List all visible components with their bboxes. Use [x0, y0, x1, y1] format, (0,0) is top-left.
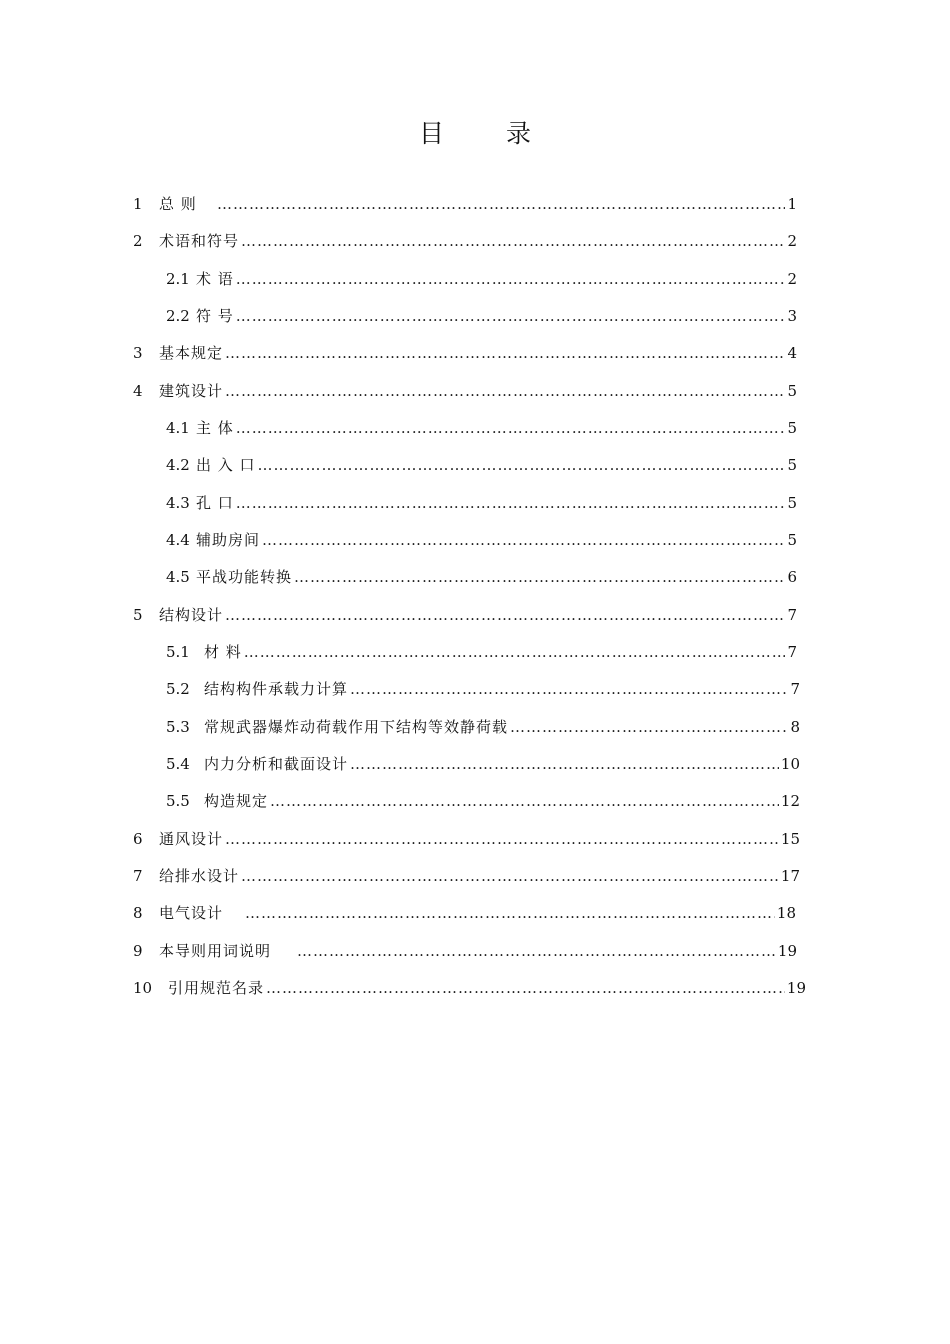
toc-leader-dots [236, 494, 786, 512]
toc-entry-label: 常规武器爆炸动荷载作用下结构等效静荷载 [204, 718, 509, 736]
toc-entry-label: 本导则用词说明 [159, 942, 272, 960]
toc-entry-number: 9 [133, 942, 143, 960]
toc-entry-label: 术 语 [196, 270, 234, 288]
toc-entry-number: 6 [133, 830, 143, 848]
toc-entry-page: 7 [790, 680, 800, 698]
toc-entry-6[interactable] [133, 828, 800, 852]
toc-entry-label: 电气设计 [159, 904, 224, 922]
toc-entry-number: 5.2 [166, 680, 190, 698]
toc-entry-4-2[interactable] [166, 454, 797, 478]
toc-entry-page: 6 [787, 568, 797, 586]
toc-entry-5-3[interactable] [166, 716, 800, 740]
toc-leader-dots [510, 718, 788, 736]
toc-leader-dots [225, 344, 785, 362]
toc-entry-label: 结构设计 [159, 606, 224, 624]
toc-entry-number: 2 [133, 232, 143, 250]
toc-leader-dots [236, 419, 786, 437]
toc-entry-label: 主 体 [196, 419, 234, 437]
toc-leader-dots [297, 942, 776, 960]
toc-entry-7[interactable] [133, 865, 800, 889]
toc-entry-9[interactable] [133, 940, 797, 964]
toc-entry-number: 4.5 [166, 568, 190, 586]
toc-entry-page: 17 [780, 867, 800, 885]
toc-leader-dots [244, 643, 786, 661]
toc-entry-label: 孔 口 [196, 494, 234, 512]
toc-entry-page: 5 [787, 494, 797, 512]
toc-entry-page: 4 [787, 344, 797, 362]
toc-entry-page: 8 [790, 718, 800, 736]
toc-leader-dots [236, 270, 786, 288]
toc-entry-10[interactable] [133, 977, 806, 1001]
toc-entry-page: 5 [787, 382, 797, 400]
toc-leader-dots [350, 680, 788, 698]
toc-leader-dots [241, 867, 779, 885]
toc-entry-5-2[interactable] [166, 678, 800, 702]
toc-entry-4-1[interactable] [166, 417, 797, 441]
toc-entry-number: 4.1 [166, 419, 190, 437]
page-title [0, 114, 950, 150]
toc-entry-number: 5.5 [166, 792, 190, 810]
toc-entry-4[interactable] [133, 380, 797, 404]
toc-entry-page: 1 [787, 195, 797, 213]
toc-entry-page: 19 [777, 942, 797, 960]
toc-entry-page: 2 [787, 232, 797, 250]
toc-entry-page: 12 [780, 792, 800, 810]
toc-entry-label: 平战功能转换 [196, 568, 293, 586]
toc-leader-dots [350, 755, 779, 773]
toc-entry-number: 5 [133, 606, 143, 624]
toc-entry-page: 3 [787, 307, 797, 325]
toc-leader-dots [225, 830, 779, 848]
toc-entry-page: 5 [787, 531, 797, 549]
toc-entry-page: 5 [787, 419, 797, 437]
toc-entry-4-5[interactable] [166, 566, 797, 590]
toc-entry-number: 4.2 [166, 456, 190, 474]
toc-entry-8[interactable] [133, 902, 796, 926]
toc-entry-5-4[interactable] [166, 753, 800, 777]
toc-entry-label: 辅助房间 [196, 531, 261, 549]
toc-entry-label: 给排水设计 [159, 867, 240, 885]
toc-entry-number: 5.4 [166, 755, 190, 773]
toc-entry-number: 10 [133, 979, 153, 997]
toc-leader-dots [262, 531, 785, 549]
toc-entry-5[interactable] [133, 604, 797, 628]
toc-entry-2-1[interactable] [166, 268, 797, 292]
toc-entry-label: 通风设计 [159, 830, 224, 848]
toc-entry-1[interactable] [133, 193, 797, 217]
toc-entry-label: 符 号 [196, 307, 234, 325]
toc-leader-dots [294, 568, 785, 586]
toc-entry-label: 内力分析和截面设计 [204, 755, 349, 773]
toc-entry-page: 5 [787, 456, 797, 474]
toc-entry-number: 5.1 [166, 643, 190, 661]
toc-entry-number: 4.4 [166, 531, 190, 549]
toc-leader-dots [225, 382, 785, 400]
toc-entry-label: 材 料 [204, 643, 242, 661]
toc-leader-dots [270, 792, 779, 810]
toc-entry-label: 基本规定 [159, 344, 224, 362]
title-char-2: 录 [506, 119, 532, 148]
toc-entry-page: 2 [787, 270, 797, 288]
toc-entry-number: 7 [133, 867, 143, 885]
toc-leader-dots [266, 979, 785, 997]
toc-entry-page: 15 [780, 830, 800, 848]
toc-leader-dots [241, 232, 785, 250]
toc-entry-page: 7 [787, 606, 797, 624]
title-char-1: 目 [418, 119, 444, 148]
toc-entry-page: 7 [787, 643, 797, 661]
toc-entry-label: 建筑设计 [159, 382, 224, 400]
toc-leader-dots [217, 195, 785, 213]
toc-entry-label: 术语和符号 [159, 232, 240, 250]
toc-entry-number: 1 [133, 195, 143, 213]
toc-leader-dots [245, 904, 775, 922]
toc-leader-dots [258, 456, 786, 474]
toc-entry-2-2[interactable] [166, 305, 797, 329]
toc-entry-4-4[interactable] [166, 529, 797, 553]
toc-entry-label: 出 入 口 [196, 456, 256, 474]
toc-entry-number: 8 [133, 904, 143, 922]
toc-entry-2[interactable] [133, 230, 797, 254]
toc-entry-page: 10 [780, 755, 800, 773]
toc-entry-number: 5.3 [166, 718, 190, 736]
toc-entry-5-5[interactable] [166, 790, 800, 814]
toc-entry-5-1[interactable] [166, 641, 797, 665]
toc-entry-label: 构造规定 [204, 792, 269, 810]
toc-leader-dots [225, 606, 785, 624]
toc-entry-number: 2.1 [166, 270, 190, 288]
toc-entry-4-3[interactable] [166, 492, 797, 516]
toc-entry-number: 2.2 [166, 307, 190, 325]
toc-entry-label: 引用规范名录 [168, 979, 265, 997]
toc-entry-label: 结构构件承载力计算 [204, 680, 349, 698]
toc-entry-label: 总 则 [159, 195, 197, 213]
toc-entry-page: 18 [776, 904, 796, 922]
toc-entry-number: 4.3 [166, 494, 190, 512]
toc-entry-number: 4 [133, 382, 143, 400]
toc-entry-page: 19 [786, 979, 806, 997]
toc-entry-3[interactable] [133, 342, 797, 366]
toc-leader-dots [236, 307, 786, 325]
toc-entry-number: 3 [133, 344, 143, 362]
